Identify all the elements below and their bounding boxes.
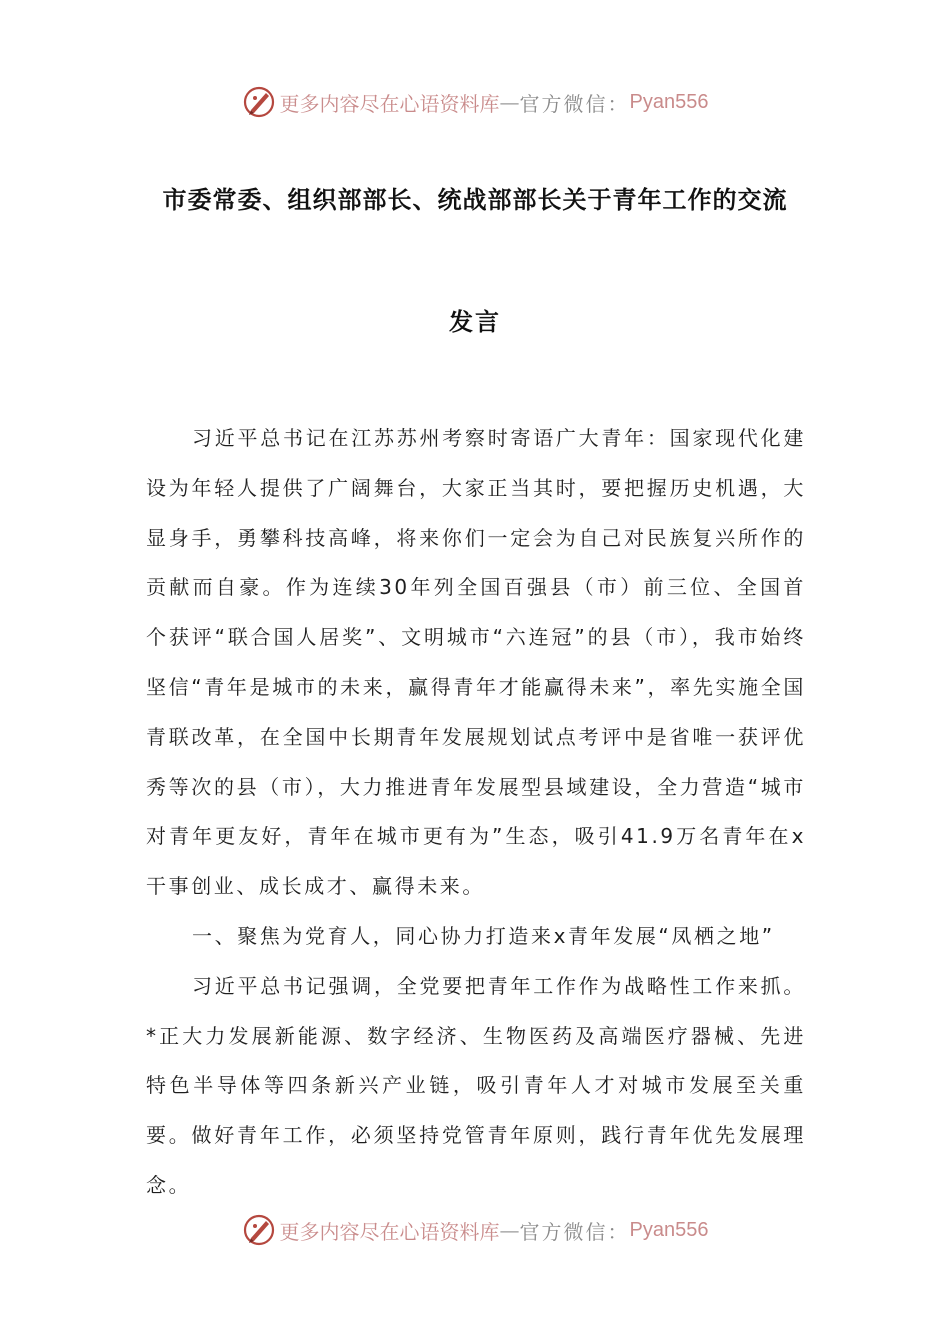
watermark-official-label: 官方微信： — [519, 91, 630, 116]
watermark-dash: — — [499, 90, 520, 114]
watermark-wechat-id: Pyan556 — [629, 90, 709, 113]
paragraph-section-1: 习近平总书记强调，全党要把青年工作作为战略性工作来抓。*正大力发展新能源、数字经济、生物医药及高端医疗器械、先进特色半导体等四条新兴产业链，吸引青年人才对城市发展至关重要。做好青年工作，必须坚持党管青年原则，践行青年优先发展理念。 — [146, 973, 806, 1197]
watermark-site-text: 更多内容尽在心语资料库 — [279, 91, 500, 116]
document-title-line1: 市委常委、组织部部长、统战部部长关于青年工作的交流 — [162, 186, 788, 214]
pen-circle-logo-icon — [242, 1213, 276, 1247]
watermark-official-label: 官方微信： — [519, 1219, 630, 1244]
pen-circle-logo-icon — [242, 85, 276, 119]
document-title-line2: 发言 — [449, 308, 501, 336]
watermark-wechat-id: Pyan556 — [629, 1218, 709, 1241]
footer-watermark — [0, 1210, 950, 1250]
section-heading-1: 一、聚焦为党育人，同心协力打造来x青年发展“凤栖之地” — [192, 923, 775, 948]
header-watermark — [0, 82, 950, 122]
paragraph-intro: 习近平总书记在江苏苏州考察时寄语广大青年：国家现代化建设为年轻人提供了广阔舞台，大家正当其时，要把握历史机遇，大显身手，勇攀科技高峰，将来你们一定会为自己对民族复兴所作的贡献而自豪。作为连续30年列全国百强县（市）前三位、全国首个获评“联合国人居奖”、文明城市“六连冠”的县（市），我市始终坚信“青年是城市的未来，赢得青年才能赢得未来”，率先实施全国青联改革，在全国中长期青年发展规划试点考评中是省唯一获评优秀等次的县（市），大力推进青年发展型县域建设，全力营造“城市对青年更友好，青年在城市更有为”生态，吸引41.9万名青年在x干事创业、成长成才、赢得未来。 — [146, 426, 806, 899]
document-body — [146, 414, 806, 1211]
watermark-site-text: 更多内容尽在心语资料库 — [279, 1219, 500, 1244]
watermark-dash: — — [499, 1218, 520, 1242]
